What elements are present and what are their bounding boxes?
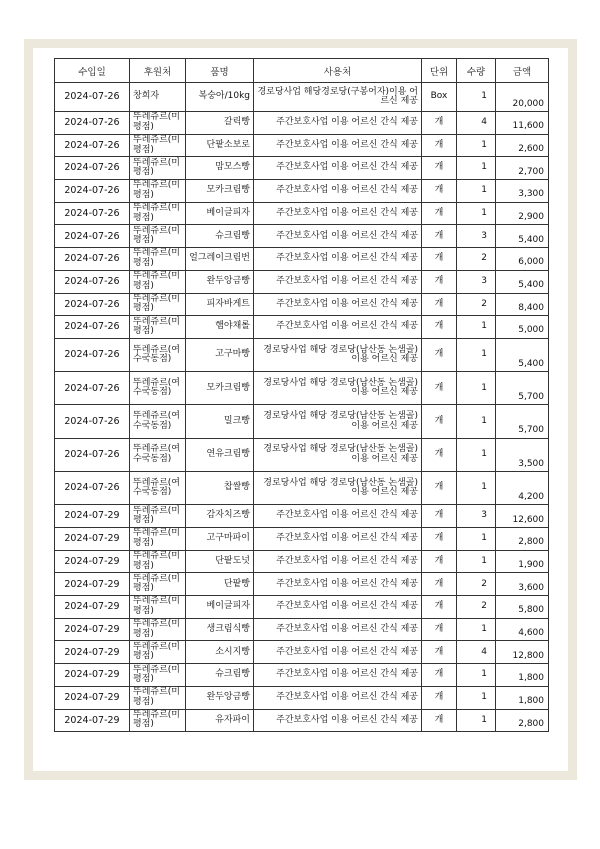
cell-user: 경로당사업 해당 경로당(남산동 논샘골)이용 어르신 제공 — [254, 405, 422, 438]
cell-user: 주간보호사업 이용 어르신 간식 제공 — [254, 293, 422, 316]
cell-item: 밀크빵 — [186, 405, 254, 438]
cell-qty: 4 — [457, 112, 496, 135]
cell-amount: 5,700 — [496, 405, 549, 438]
table-row — [55, 83, 549, 112]
cell-date: 2024-07-29 — [55, 709, 130, 732]
table-row — [55, 438, 549, 471]
cell-item: 고구마빵 — [186, 338, 254, 371]
table-row — [55, 596, 549, 619]
cell-date: 2024-07-29 — [55, 618, 130, 641]
cell-item: 완두앙금빵 — [186, 270, 254, 293]
cell-qty: 1 — [457, 528, 496, 551]
cell-item: 연유크림빵 — [186, 438, 254, 471]
cell-amount: 1,800 — [496, 686, 549, 709]
cell-unit: 개 — [422, 641, 457, 664]
cell-vendor: 뚜레쥬르(미평점) — [130, 225, 186, 248]
cell-date: 2024-07-26 — [55, 270, 130, 293]
table-row — [55, 293, 549, 316]
cell-amount: 11,600 — [496, 112, 549, 135]
table-row — [55, 112, 549, 135]
cell-user: 주간보호사업 이용 어르신 간식 제공 — [254, 505, 422, 528]
cell-user: 경로당사업 해당 경로당(남산동 논샘골)이용 어르신 제공 — [254, 372, 422, 405]
header-row — [55, 59, 549, 83]
cell-date: 2024-07-26 — [55, 83, 130, 112]
cell-unit: 개 — [422, 180, 457, 203]
cell-qty: 3 — [457, 270, 496, 293]
table-row — [55, 528, 549, 551]
cell-vendor: 뚜레쥬르(미평점) — [130, 180, 186, 203]
cell-user: 경로당사업 해당 경로당(남산동 논샘골)이용 어르신 제공 — [254, 438, 422, 471]
cell-amount: 4,600 — [496, 618, 549, 641]
cell-unit: 개 — [422, 573, 457, 596]
cell-item: 피자바게트 — [186, 293, 254, 316]
cell-amount: 5,400 — [496, 225, 549, 248]
cell-unit: 개 — [422, 225, 457, 248]
cell-vendor: 뚜레쥬르(미평점) — [130, 202, 186, 225]
cell-vendor: 뚜레쥬르(미평점) — [130, 112, 186, 135]
cell-user: 주간보호사업 이용 어르신 간식 제공 — [254, 573, 422, 596]
cell-amount: 4,200 — [496, 472, 549, 505]
cell-amount: 5,400 — [496, 270, 549, 293]
cell-date: 2024-07-26 — [55, 405, 130, 438]
cell-date: 2024-07-29 — [55, 573, 130, 596]
cell-amount: 8,400 — [496, 293, 549, 316]
table-row — [55, 157, 549, 180]
cell-vendor: 뚜레쥬르(미평점) — [130, 157, 186, 180]
cell-item: 베이글피자 — [186, 202, 254, 225]
cell-user: 주간보호사업 이용 어르신 간식 제공 — [254, 596, 422, 619]
cell-amount: 2,700 — [496, 157, 549, 180]
cell-vendor: 뚜레쥬르(미평점) — [130, 664, 186, 687]
cell-qty: 2 — [457, 248, 496, 271]
cell-item: 감자치즈빵 — [186, 505, 254, 528]
cell-user: 경로당사업 해당 경로당(남산동 논샘골)이용 어르신 제공 — [254, 338, 422, 371]
cell-vendor: 뚜레쥬르(미평점) — [130, 293, 186, 316]
cell-unit: 개 — [422, 618, 457, 641]
cell-amount: 5,700 — [496, 372, 549, 405]
cell-unit: 개 — [422, 112, 457, 135]
cell-unit: 개 — [422, 664, 457, 687]
cell-user: 주간보호사업 이용 어르신 간식 제공 — [254, 270, 422, 293]
table-row — [55, 709, 549, 732]
cell-date: 2024-07-26 — [55, 372, 130, 405]
cell-item: 완두앙금빵 — [186, 686, 254, 709]
cell-user: 주간보호사업 이용 어르신 간식 제공 — [254, 686, 422, 709]
table-row — [55, 338, 549, 371]
cell-vendor: 뚜레쥬르(미평점) — [130, 528, 186, 551]
cell-unit: 개 — [422, 405, 457, 438]
table-row — [55, 316, 549, 339]
cell-user: 주간보호사업 이용 어르신 간식 제공 — [254, 134, 422, 157]
cell-unit: 개 — [422, 293, 457, 316]
cell-unit: 개 — [422, 372, 457, 405]
cell-unit: 개 — [422, 338, 457, 371]
cell-vendor: 뚜레쥬르(미평점) — [130, 709, 186, 732]
cell-item: 고구마파이 — [186, 528, 254, 551]
cell-unit: 개 — [422, 709, 457, 732]
header-item: 품명 — [186, 59, 254, 83]
header-amount: 금액 — [496, 59, 549, 83]
cell-qty: 1 — [457, 372, 496, 405]
table-row — [55, 618, 549, 641]
cell-amount: 2,900 — [496, 202, 549, 225]
cell-amount: 5,000 — [496, 316, 549, 339]
table-row — [55, 664, 549, 687]
cell-vendor: 뚜레쥬르(여수국동점) — [130, 405, 186, 438]
cell-item: 단팥소보로 — [186, 134, 254, 157]
cell-qty: 3 — [457, 505, 496, 528]
cell-vendor: 뚜레쥬르(미평점) — [130, 596, 186, 619]
cell-date: 2024-07-26 — [55, 338, 130, 371]
cell-qty: 4 — [457, 641, 496, 664]
cell-vendor: 뚜레쥬르(미평점) — [130, 641, 186, 664]
cell-item: 갈릭빵 — [186, 112, 254, 135]
cell-vendor: 뚜레쥬르(미평점) — [130, 134, 186, 157]
cell-item: 유자파이 — [186, 709, 254, 732]
cell-qty: 1 — [457, 316, 496, 339]
table-row — [55, 202, 549, 225]
cell-vendor: 뚜레쥬르(미평점) — [130, 573, 186, 596]
cell-qty: 1 — [457, 405, 496, 438]
cell-amount: 12,600 — [496, 505, 549, 528]
cell-item: 복숭아/10kg — [186, 83, 254, 112]
cell-qty: 1 — [457, 664, 496, 687]
cell-amount: 20,000 — [496, 83, 549, 112]
cell-item: 슈크림빵 — [186, 225, 254, 248]
cell-qty: 3 — [457, 225, 496, 248]
cell-user: 경로당사업 해당 경로당(남산동 논샘골)이용 어르신 제공 — [254, 472, 422, 505]
cell-date: 2024-07-26 — [55, 180, 130, 203]
cell-amount: 1,800 — [496, 664, 549, 687]
table-row — [55, 472, 549, 505]
donation-table — [54, 58, 549, 732]
cell-item: 소시지빵 — [186, 641, 254, 664]
cell-unit: 개 — [422, 505, 457, 528]
cell-amount: 3,300 — [496, 180, 549, 203]
cell-item: 생크림식빵 — [186, 618, 254, 641]
cell-qty: 2 — [457, 596, 496, 619]
cell-unit: 개 — [422, 202, 457, 225]
header-unit: 단위 — [422, 59, 457, 83]
cell-user: 주간보호사업 이용 어르신 간식 제공 — [254, 180, 422, 203]
cell-qty: 1 — [457, 180, 496, 203]
cell-amount: 1,900 — [496, 550, 549, 573]
cell-vendor: 뚜레쥬르(미평점) — [130, 686, 186, 709]
cell-date: 2024-07-26 — [55, 293, 130, 316]
cell-date: 2024-07-26 — [55, 202, 130, 225]
cell-unit: 개 — [422, 157, 457, 180]
cell-date: 2024-07-29 — [55, 596, 130, 619]
cell-qty: 1 — [457, 550, 496, 573]
cell-qty: 1 — [457, 202, 496, 225]
cell-item: 단팥빵 — [186, 573, 254, 596]
cell-user: 경로당사업 해당경로당(구봉어자)이용 어르신 제공 — [254, 83, 422, 112]
cell-unit: 개 — [422, 270, 457, 293]
cell-date: 2024-07-26 — [55, 225, 130, 248]
table-row — [55, 270, 549, 293]
table-row — [55, 505, 549, 528]
cell-date: 2024-07-29 — [55, 528, 130, 551]
table-row — [55, 641, 549, 664]
cell-unit: 개 — [422, 596, 457, 619]
header-vendor: 후원처 — [130, 59, 186, 83]
cell-item: 맘모스빵 — [186, 157, 254, 180]
table-row — [55, 248, 549, 271]
cell-user: 주간보호사업 이용 어르신 간식 제공 — [254, 709, 422, 732]
table-row — [55, 573, 549, 596]
header-qty: 수량 — [457, 59, 496, 83]
table-row — [55, 405, 549, 438]
cell-item: 단팥도넛 — [186, 550, 254, 573]
cell-unit: 개 — [422, 316, 457, 339]
cell-amount: 2,600 — [496, 134, 549, 157]
cell-qty: 1 — [457, 157, 496, 180]
cell-date: 2024-07-26 — [55, 248, 130, 271]
cell-amount: 12,800 — [496, 641, 549, 664]
cell-qty: 1 — [457, 686, 496, 709]
cell-date: 2024-07-29 — [55, 686, 130, 709]
cell-vendor: 뚜레쥬르(여수국동점) — [130, 338, 186, 371]
cell-vendor: 창희자 — [130, 83, 186, 112]
cell-unit: 개 — [422, 134, 457, 157]
cell-vendor: 뚜레쥬르(여수국동점) — [130, 438, 186, 471]
cell-date: 2024-07-29 — [55, 641, 130, 664]
cell-vendor: 뚜레쥬르(미평점) — [130, 316, 186, 339]
cell-qty: 1 — [457, 438, 496, 471]
cell-vendor: 뚜레쥬르(여수국동점) — [130, 372, 186, 405]
cell-qty: 2 — [457, 293, 496, 316]
cell-item: 베이글피자 — [186, 596, 254, 619]
cell-amount: 6,000 — [496, 248, 549, 271]
table-row — [55, 372, 549, 405]
table-row — [55, 180, 549, 203]
cell-user: 주간보호사업 이용 어르신 간식 제공 — [254, 248, 422, 271]
table-body — [55, 83, 549, 732]
cell-date: 2024-07-26 — [55, 134, 130, 157]
cell-user: 주간보호사업 이용 어르신 간식 제공 — [254, 157, 422, 180]
cell-date: 2024-07-29 — [55, 664, 130, 687]
cell-unit: Box — [422, 83, 457, 112]
cell-date: 2024-07-29 — [55, 505, 130, 528]
cell-amount: 5,800 — [496, 596, 549, 619]
cell-unit: 개 — [422, 528, 457, 551]
header-date: 수입일 — [55, 59, 130, 83]
cell-user: 주간보호사업 이용 어르신 간식 제공 — [254, 225, 422, 248]
cell-unit: 개 — [422, 248, 457, 271]
cell-amount: 2,800 — [496, 528, 549, 551]
cell-amount: 3,500 — [496, 438, 549, 471]
cell-date: 2024-07-26 — [55, 157, 130, 180]
cell-date: 2024-07-26 — [55, 112, 130, 135]
cell-unit: 개 — [422, 686, 457, 709]
cell-user: 주간보호사업 이용 어르신 간식 제공 — [254, 664, 422, 687]
cell-item: 모카크림빵 — [186, 372, 254, 405]
cell-user: 주간보호사업 이용 어르신 간식 제공 — [254, 202, 422, 225]
cell-user: 주간보호사업 이용 어르신 간식 제공 — [254, 641, 422, 664]
cell-qty: 1 — [457, 709, 496, 732]
cell-date: 2024-07-26 — [55, 472, 130, 505]
cell-amount: 5,400 — [496, 338, 549, 371]
cell-unit: 개 — [422, 438, 457, 471]
cell-date: 2024-07-26 — [55, 438, 130, 471]
cell-item: 찹쌀빵 — [186, 472, 254, 505]
cell-vendor: 뚜레쥬르(미평점) — [130, 248, 186, 271]
table-row — [55, 550, 549, 573]
cell-date: 2024-07-26 — [55, 316, 130, 339]
cell-item: 슈크림빵 — [186, 664, 254, 687]
cell-unit: 개 — [422, 550, 457, 573]
cell-user: 주간보호사업 이용 어르신 간식 제공 — [254, 316, 422, 339]
cell-qty: 1 — [457, 83, 496, 112]
cell-item: 얼그레이크림번 — [186, 248, 254, 271]
cell-unit: 개 — [422, 472, 457, 505]
cell-item: 모카크림빵 — [186, 180, 254, 203]
cell-qty: 1 — [457, 618, 496, 641]
cell-qty: 1 — [457, 134, 496, 157]
cell-date: 2024-07-29 — [55, 550, 130, 573]
cell-vendor: 뚜레쥬르(미평점) — [130, 550, 186, 573]
cell-user: 주간보호사업 이용 어르신 간식 제공 — [254, 112, 422, 135]
cell-user: 주간보호사업 이용 어르신 간식 제공 — [254, 528, 422, 551]
cell-vendor: 뚜레쥬르(미평점) — [130, 505, 186, 528]
cell-item: 햄야채롤 — [186, 316, 254, 339]
cell-amount: 2,800 — [496, 709, 549, 732]
cell-vendor: 뚜레쥬르(여수국동점) — [130, 472, 186, 505]
header-usage: 사용처 — [254, 59, 422, 83]
cell-amount: 3,600 — [496, 573, 549, 596]
cell-user: 주간보호사업 이용 어르신 간식 제공 — [254, 550, 422, 573]
table-row — [55, 686, 549, 709]
table-row — [55, 134, 549, 157]
cell-qty: 1 — [457, 472, 496, 505]
cell-qty: 1 — [457, 338, 496, 371]
cell-vendor: 뚜레쥬르(미평점) — [130, 618, 186, 641]
cell-qty: 2 — [457, 573, 496, 596]
table-row — [55, 225, 549, 248]
cell-vendor: 뚜레쥬르(미평점) — [130, 270, 186, 293]
cell-user: 주간보호사업 이용 어르신 간식 제공 — [254, 618, 422, 641]
